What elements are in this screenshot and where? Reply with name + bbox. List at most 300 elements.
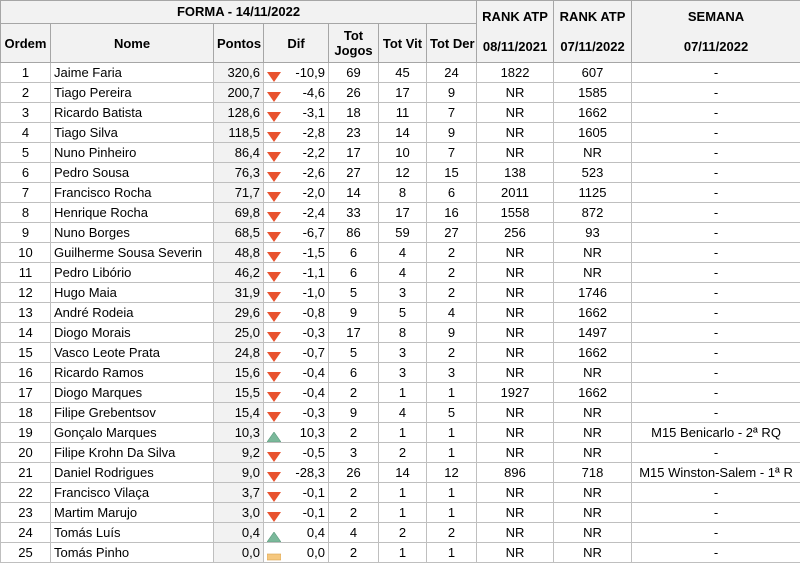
ordem-cell: 15 [1, 343, 51, 363]
ordem-cell: 20 [1, 443, 51, 463]
rank-atp-2022-label: RANK ATP [559, 9, 626, 24]
dif-value: -2,0 [302, 185, 325, 200]
points-cell: 25,0 [214, 323, 264, 343]
trend-down-icon [267, 128, 281, 138]
rank-2021-cell: NR [477, 303, 554, 323]
semana-label: SEMANA [687, 9, 745, 24]
table-row [1, 223, 800, 243]
ordem-cell: 13 [1, 303, 51, 323]
tot-jogos-cell: 69 [329, 63, 379, 83]
table-row [1, 303, 800, 323]
points-cell: 76,3 [214, 163, 264, 183]
table-row [1, 123, 800, 143]
dif-value: -6,7 [302, 225, 325, 240]
tot-vit-cell: 2 [379, 443, 427, 463]
tot-der-cell: 12 [427, 463, 477, 483]
ordem-cell: 14 [1, 323, 51, 343]
tot-vit-cell: 8 [379, 183, 427, 203]
ordem-cell: 5 [1, 143, 51, 163]
tot-der-cell: 1 [427, 503, 477, 523]
semana-cell: - [632, 183, 800, 203]
name-cell: Gonçalo Marques [51, 423, 214, 443]
semana-cell: - [632, 263, 800, 283]
tot-jogos-cell: 2 [329, 383, 379, 403]
rank-atp-2022-header [554, 1, 632, 63]
rank-2022-cell: NR [554, 483, 632, 503]
tot-jogos-cell: 2 [329, 503, 379, 523]
tot-vit-cell: 17 [379, 83, 427, 103]
dif-cell [264, 543, 329, 563]
trend-down-icon [267, 108, 281, 118]
trend-down-icon [267, 68, 281, 78]
dif-cell [264, 243, 329, 263]
tot-vit-cell: 17 [379, 203, 427, 223]
dif-value: -2,2 [302, 145, 325, 160]
tot-jogos-cell: 2 [329, 483, 379, 503]
dif-cell [264, 163, 329, 183]
tot-der-cell: 1 [427, 443, 477, 463]
tot-der-cell: 9 [427, 323, 477, 343]
tot-der-cell: 5 [427, 403, 477, 423]
trend-flat-icon [267, 548, 281, 558]
name-cell: Filipe Krohn Da Silva [51, 443, 214, 463]
points-cell: 0,4 [214, 523, 264, 543]
ordem-cell: 12 [1, 283, 51, 303]
rank-2021-cell: 896 [477, 463, 554, 483]
tot-vit-cell: 1 [379, 423, 427, 443]
table-row [1, 543, 800, 563]
tot-der-cell: 16 [427, 203, 477, 223]
name-cell: Nuno Pinheiro [51, 143, 214, 163]
semana-cell: - [632, 323, 800, 343]
points-cell: 0,0 [214, 543, 264, 563]
trend-down-icon [267, 388, 281, 398]
dif-value: -0,7 [302, 345, 325, 360]
tot-vit-cell: 4 [379, 243, 427, 263]
ordem-cell: 6 [1, 163, 51, 183]
name-cell: André Rodeia [51, 303, 214, 323]
ordem-cell: 16 [1, 363, 51, 383]
trend-down-icon [267, 368, 281, 378]
tot-der-cell: 27 [427, 223, 477, 243]
ordem-cell: 1 [1, 63, 51, 83]
rank-2021-cell: NR [477, 123, 554, 143]
ordem-cell: 10 [1, 243, 51, 263]
rank-2021-cell: NR [477, 343, 554, 363]
tot-der-cell: 1 [427, 543, 477, 563]
semana-cell: - [632, 503, 800, 523]
name-cell: Ricardo Batista [51, 103, 214, 123]
rank-2021-cell: 1558 [477, 203, 554, 223]
ordem-cell: 22 [1, 483, 51, 503]
dif-value: -0,8 [302, 305, 325, 320]
rank-2022-cell: NR [554, 403, 632, 423]
dif-value: -0,4 [302, 385, 325, 400]
tot-vit-cell: 8 [379, 323, 427, 343]
trend-down-icon [267, 488, 281, 498]
trend-down-icon [267, 448, 281, 458]
ordem-cell: 19 [1, 423, 51, 443]
rank-2021-cell: NR [477, 143, 554, 163]
col-nome: Nome [51, 24, 214, 63]
rank-2022-cell: NR [554, 243, 632, 263]
dif-value: -0,1 [302, 485, 325, 500]
points-cell: 118,5 [214, 123, 264, 143]
ordem-cell: 8 [1, 203, 51, 223]
dif-cell [264, 523, 329, 543]
tot-jogos-cell: 2 [329, 423, 379, 443]
tot-jogos-cell: 6 [329, 263, 379, 283]
name-cell: Filipe Grebentsov [51, 403, 214, 423]
tot-vit-cell: 10 [379, 143, 427, 163]
tot-vit-cell: 3 [379, 343, 427, 363]
table-row [1, 323, 800, 343]
trend-up-icon [267, 428, 281, 438]
dif-value: -0,3 [302, 325, 325, 340]
tot-vit-cell: 2 [379, 523, 427, 543]
dif-value: 0,0 [306, 545, 325, 560]
tot-der-cell: 2 [427, 243, 477, 263]
semana-cell: - [632, 363, 800, 383]
points-cell: 24,8 [214, 343, 264, 363]
tot-der-cell: 2 [427, 283, 477, 303]
table-row [1, 183, 800, 203]
tot-vit-cell: 3 [379, 363, 427, 383]
tot-jogos-cell: 5 [329, 343, 379, 363]
tot-vit-cell: 3 [379, 283, 427, 303]
rank-2021-cell: NR [477, 443, 554, 463]
table-row [1, 263, 800, 283]
name-cell: Tomás Pinho [51, 543, 214, 563]
name-cell: Pedro Sousa [51, 163, 214, 183]
tot-jogos-cell: 86 [329, 223, 379, 243]
tot-jogos-cell: 6 [329, 363, 379, 383]
rank-2022-cell: 872 [554, 203, 632, 223]
semana-header [632, 1, 800, 63]
tot-der-cell: 4 [427, 303, 477, 323]
table-title: FORMA - 14/11/2022 [1, 1, 477, 24]
semana-cell: - [632, 543, 800, 563]
tot-jogos-cell: 3 [329, 443, 379, 463]
rank-2022-cell: 607 [554, 63, 632, 83]
points-cell: 15,6 [214, 363, 264, 383]
name-cell: Martim Marujo [51, 503, 214, 523]
rank-2021-cell: NR [477, 263, 554, 283]
dif-cell [264, 283, 329, 303]
dif-value: -10,9 [295, 65, 325, 80]
points-cell: 320,6 [214, 63, 264, 83]
dif-value: -28,3 [295, 465, 325, 480]
points-cell: 3,7 [214, 483, 264, 503]
table-row [1, 423, 800, 443]
rank-2022-cell: 1605 [554, 123, 632, 143]
rank-2022-cell: 1662 [554, 303, 632, 323]
tot-jogos-cell: 6 [329, 243, 379, 263]
trend-down-icon [267, 148, 281, 158]
points-cell: 3,0 [214, 503, 264, 523]
points-cell: 48,8 [214, 243, 264, 263]
dif-value: -0,1 [302, 505, 325, 520]
rank-atp-2022-date: 07/11/2022 [560, 39, 625, 54]
semana-cell: - [632, 383, 800, 403]
rank-2022-cell: NR [554, 443, 632, 463]
dif-cell [264, 483, 329, 503]
trend-down-icon [267, 188, 281, 198]
table-row [1, 203, 800, 223]
rank-2022-cell: 1662 [554, 383, 632, 403]
table-row [1, 163, 800, 183]
tot-vit-cell: 1 [379, 543, 427, 563]
trend-down-icon [267, 168, 281, 178]
dif-cell [264, 263, 329, 283]
col-ordem: Ordem [1, 24, 51, 63]
points-cell: 9,2 [214, 443, 264, 463]
tot-jogos-cell: 9 [329, 403, 379, 423]
rank-2022-cell: NR [554, 143, 632, 163]
table-row [1, 383, 800, 403]
rank-2021-cell: 138 [477, 163, 554, 183]
table-row [1, 243, 800, 263]
dif-cell [264, 323, 329, 343]
tot-vit-cell: 5 [379, 303, 427, 323]
semana-cell: - [632, 83, 800, 103]
rank-2021-cell: 1927 [477, 383, 554, 403]
dif-value: -2,4 [302, 205, 325, 220]
dif-cell [264, 503, 329, 523]
dif-value: -3,1 [302, 105, 325, 120]
points-cell: 86,4 [214, 143, 264, 163]
trend-down-icon [267, 308, 281, 318]
semana-cell: M15 Winston-Salem - 1ª R [632, 463, 800, 483]
tot-vit-cell: 1 [379, 383, 427, 403]
points-cell: 15,5 [214, 383, 264, 403]
trend-down-icon [267, 468, 281, 478]
rank-2021-cell: NR [477, 423, 554, 443]
dif-cell [264, 363, 329, 383]
table-row [1, 283, 800, 303]
ordem-cell: 18 [1, 403, 51, 423]
dif-cell [264, 143, 329, 163]
semana-cell: - [632, 303, 800, 323]
table-row [1, 443, 800, 463]
tot-der-cell: 1 [427, 423, 477, 443]
rank-2021-cell: NR [477, 243, 554, 263]
trend-down-icon [267, 248, 281, 258]
semana-cell: - [632, 163, 800, 183]
dif-value: -0,3 [302, 405, 325, 420]
rank-2021-cell: NR [477, 283, 554, 303]
ordem-cell: 23 [1, 503, 51, 523]
tot-der-cell: 3 [427, 363, 477, 383]
dif-cell [264, 63, 329, 83]
name-cell: Francisco Vilaça [51, 483, 214, 503]
rank-2022-cell: 718 [554, 463, 632, 483]
semana-cell: - [632, 223, 800, 243]
rank-2021-cell: NR [477, 83, 554, 103]
name-cell: Ricardo Ramos [51, 363, 214, 383]
semana-cell: - [632, 243, 800, 263]
ordem-cell: 4 [1, 123, 51, 143]
dif-cell [264, 383, 329, 403]
semana-cell: - [632, 343, 800, 363]
table-row [1, 483, 800, 503]
tot-der-cell: 7 [427, 103, 477, 123]
tot-der-cell: 9 [427, 83, 477, 103]
rank-2021-cell: NR [477, 103, 554, 123]
dif-value: -4,6 [302, 85, 325, 100]
tot-der-cell: 2 [427, 523, 477, 543]
tot-der-cell: 1 [427, 383, 477, 403]
tot-vit-cell: 4 [379, 403, 427, 423]
rank-atp-2021-header [477, 1, 554, 63]
points-cell: 9,0 [214, 463, 264, 483]
dif-cell [264, 423, 329, 443]
ordem-cell: 24 [1, 523, 51, 543]
tot-vit-cell: 11 [379, 103, 427, 123]
rank-2022-cell: NR [554, 263, 632, 283]
tot-jogos-cell: 5 [329, 283, 379, 303]
tot-jogos-cell: 27 [329, 163, 379, 183]
rank-2022-cell: 523 [554, 163, 632, 183]
points-cell: 46,2 [214, 263, 264, 283]
semana-cell: - [632, 483, 800, 503]
tot-jogos-cell: 33 [329, 203, 379, 223]
table-row [1, 103, 800, 123]
tot-jogos-cell: 23 [329, 123, 379, 143]
tot-jogos-cell: 17 [329, 143, 379, 163]
table-row [1, 363, 800, 383]
table-row [1, 143, 800, 163]
rank-2021-cell: NR [477, 403, 554, 423]
trend-down-icon [267, 268, 281, 278]
tot-vit-cell: 4 [379, 263, 427, 283]
rank-2022-cell: 93 [554, 223, 632, 243]
dif-value: -1,0 [302, 285, 325, 300]
table-body [1, 63, 800, 563]
trend-down-icon [267, 348, 281, 358]
tot-vit-cell: 12 [379, 163, 427, 183]
points-cell: 29,6 [214, 303, 264, 323]
tot-der-cell: 9 [427, 123, 477, 143]
ordem-cell: 9 [1, 223, 51, 243]
table-row [1, 403, 800, 423]
points-cell: 31,9 [214, 283, 264, 303]
dif-cell [264, 343, 329, 363]
name-cell: Nuno Borges [51, 223, 214, 243]
name-cell: Guilherme Sousa Severin [51, 243, 214, 263]
rank-2022-cell: NR [554, 543, 632, 563]
name-cell: Hugo Maia [51, 283, 214, 303]
rank-2021-cell: NR [477, 503, 554, 523]
tot-jogos-cell: 26 [329, 83, 379, 103]
name-cell: Tiago Silva [51, 123, 214, 143]
ordem-cell: 17 [1, 383, 51, 403]
name-cell: Diogo Morais [51, 323, 214, 343]
trend-up-icon [267, 528, 281, 538]
rank-atp-2021-label: RANK ATP [482, 9, 548, 24]
table-row [1, 63, 800, 83]
semana-date: 07/11/2022 [683, 39, 749, 54]
tot-vit-cell: 1 [379, 483, 427, 503]
rank-2022-cell: NR [554, 363, 632, 383]
rank-2022-cell: 1497 [554, 323, 632, 343]
rank-2021-cell: NR [477, 363, 554, 383]
tot-jogos-cell: 4 [329, 523, 379, 543]
rank-2022-cell: NR [554, 523, 632, 543]
dif-cell [264, 123, 329, 143]
semana-cell: - [632, 523, 800, 543]
tot-jogos-cell: 18 [329, 103, 379, 123]
tot-der-cell: 24 [427, 63, 477, 83]
ordem-cell: 3 [1, 103, 51, 123]
points-cell: 69,8 [214, 203, 264, 223]
name-cell: Pedro Libório [51, 263, 214, 283]
semana-cell: - [632, 103, 800, 123]
rank-2022-cell: 1746 [554, 283, 632, 303]
points-cell: 200,7 [214, 83, 264, 103]
ordem-cell: 25 [1, 543, 51, 563]
trend-down-icon [267, 228, 281, 238]
dif-value: 10,3 [299, 425, 325, 440]
tot-der-cell: 6 [427, 183, 477, 203]
tot-der-cell: 7 [427, 143, 477, 163]
rank-2022-cell: 1662 [554, 103, 632, 123]
name-cell: Diogo Marques [51, 383, 214, 403]
rank-2021-cell: 1822 [477, 63, 554, 83]
dif-value: -2,6 [302, 165, 325, 180]
points-cell: 15,4 [214, 403, 264, 423]
tot-vit-cell: 1 [379, 503, 427, 523]
table-row [1, 83, 800, 103]
semana-cell: - [632, 403, 800, 423]
name-cell: Daniel Rodrigues [51, 463, 214, 483]
rank-2021-cell: NR [477, 323, 554, 343]
dif-cell [264, 463, 329, 483]
semana-cell: - [632, 203, 800, 223]
semana-cell: M15 Benicarlo - 2ª RQ [632, 423, 800, 443]
tot-vit-cell: 45 [379, 63, 427, 83]
tot-vit-cell: 14 [379, 123, 427, 143]
dif-value: 0,4 [306, 525, 325, 540]
dif-cell [264, 83, 329, 103]
points-cell: 128,6 [214, 103, 264, 123]
trend-down-icon [267, 208, 281, 218]
name-cell: Henrique Rocha [51, 203, 214, 223]
tot-der-cell: 2 [427, 343, 477, 363]
col-tot-der: Tot Der [427, 24, 477, 63]
table-row [1, 343, 800, 363]
dif-cell [264, 303, 329, 323]
trend-down-icon [267, 288, 281, 298]
name-cell: Vasco Leote Prata [51, 343, 214, 363]
semana-cell: - [632, 123, 800, 143]
tot-jogos-cell: 9 [329, 303, 379, 323]
col-tot-vit: Tot Vit [379, 24, 427, 63]
trend-down-icon [267, 408, 281, 418]
rank-2021-cell: 2011 [477, 183, 554, 203]
rank-2021-cell: NR [477, 523, 554, 543]
semana-cell: - [632, 443, 800, 463]
dif-cell [264, 183, 329, 203]
dif-value: -1,1 [302, 265, 325, 280]
rank-2022-cell: NR [554, 503, 632, 523]
tot-jogos-cell: 26 [329, 463, 379, 483]
ordem-cell: 2 [1, 83, 51, 103]
dif-value: -1,5 [302, 245, 325, 260]
dif-cell [264, 103, 329, 123]
trend-down-icon [267, 88, 281, 98]
points-cell: 71,7 [214, 183, 264, 203]
